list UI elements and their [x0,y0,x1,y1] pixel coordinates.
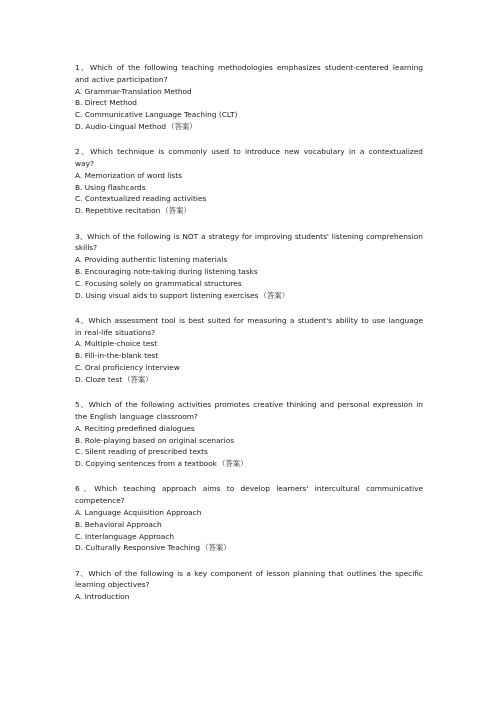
option-d [75,121,423,133]
answer-marker: （答案） [217,459,248,469]
answer-marker: （答案） [201,543,231,553]
option-a: A. Multiple-choice test [75,339,158,349]
option-text: D. Audio-Lingual Method [75,121,167,131]
option-c: C. Communicative Language Teaching (CLT) [75,110,238,120]
option-a: A. Reciting predefined dialogues [75,423,195,433]
option-d [75,290,423,302]
question-4 [75,315,423,386]
question-stem: 1、Which of the following teaching methodologies emphasizes student-centered learning and active participation? [75,63,423,84]
answer-marker: （答案） [161,206,191,216]
option-c: C. Silent reading of prescribed texts [75,447,208,457]
answer-marker: （答案） [123,374,153,384]
option-a: A. Memorization of word lists [75,170,182,180]
option-d [75,458,423,470]
question-stem: 3、Which of the following is NOT a strategy for improving students' listening comprehension skills? [75,231,423,253]
option-text: D. Culturally Responsive Teaching [75,543,201,553]
option-b: B. Role-playing based on original scenarios [75,435,235,445]
question-1 [75,62,423,133]
option-a: A. Language Acquisition Approach [75,508,202,517]
option-c: C. Oral proficiency interview [75,363,180,373]
option-text: D. Repetitive recitation [75,206,161,216]
option-text: D. Cloze test [75,374,123,384]
question-5 [75,399,423,470]
option-b: B. Fill-in-the-blank test [75,351,159,361]
option-d [75,374,423,386]
answer-marker: （答案） [259,290,290,300]
option-c: C. Focusing solely on grammatical structures [75,278,242,288]
option-text: D. Using visual aids to support listening exercises [75,290,259,300]
question-stem: 5、Which of the following activities promotes creative thinking and personal expression in the English language classroom? [75,400,423,421]
question-6 [75,483,423,554]
question-stem: 6、Which teaching approach aims to develop learners' intercultural communicative competence? [75,484,423,506]
question-stem: 2、Which technique is commonly used to introduce new vocabulary in a contextualized way? [75,147,423,169]
option-b: B. Behavioral Approach [75,519,162,529]
option-a: A. Providing authentic listening materials [75,255,228,265]
option-d [75,542,423,554]
option-c: C. Interlanguage Approach [75,531,175,541]
option-b: B. Encouraging note-taking during listening tasks [75,266,258,276]
question-list [75,62,423,617]
answer-marker: （答案） [167,121,197,131]
option-text: D. Copying sentences from a textbook [75,459,217,469]
option-b: B. Using flashcards [75,182,146,192]
option-c: C. Contextualized reading activities [75,194,207,204]
question-2 [75,146,423,217]
question-3 [75,231,423,302]
question-stem: 7、Which of the following is a key component of lesson planning that outlines the specific learning objectives? [75,568,423,590]
question-7 [75,568,423,603]
question-stem: 4、Which assessment tool is best suited for measuring a student's ability to use language in real-life situations? [75,315,423,337]
option-b: B. Direct Method [75,98,137,108]
option-a: A. Grammar-Translation Method [75,86,192,96]
option-d [75,205,423,217]
option-a: A. Introduction [75,592,130,602]
